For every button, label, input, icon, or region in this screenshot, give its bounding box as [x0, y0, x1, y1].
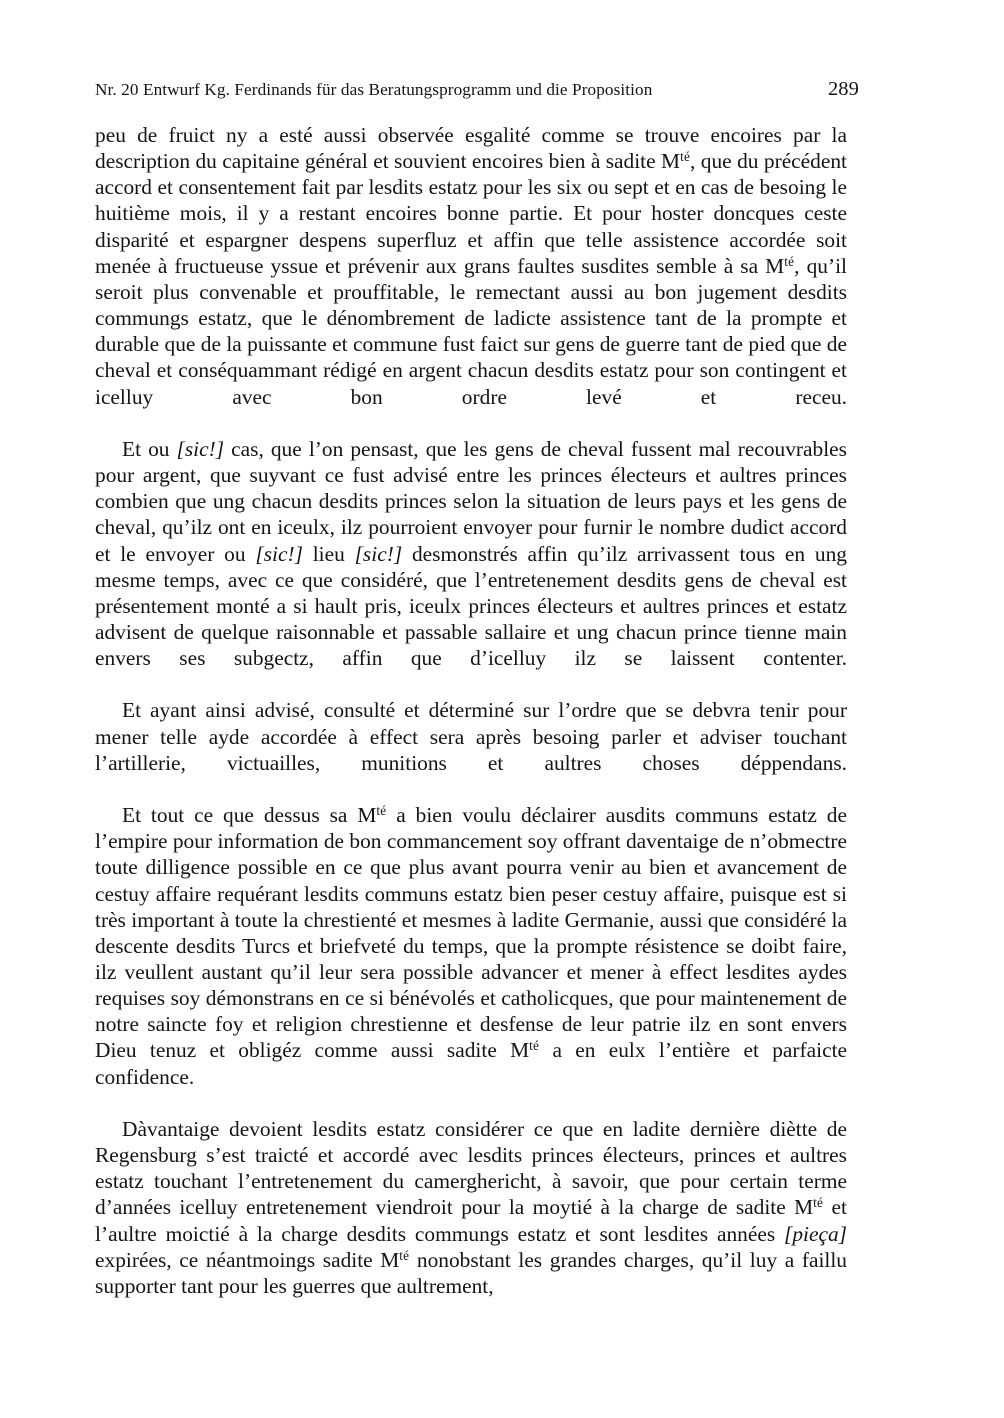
body-text-block — [95, 122, 847, 1299]
superscript-abbreviation: té — [680, 149, 691, 165]
text-run: a en eulx l’entière et parfaicte confidence. — [95, 1038, 848, 1089]
superscript-abbreviation: té — [784, 253, 795, 269]
paragraph — [95, 697, 847, 802]
editorial-note-italic: [sic!] — [354, 541, 403, 566]
text-run: , que du précédent accord et consentement fait par lesdits estatz pour les six ou sept et en cas de besoing le huitième mois, il y a restant encoires bonne partie. Et pour hoster doncques ceste disparité et espargner despens superfluz et affin que telle assistence accordée soit menée à fructueuse yssue et prévenir aux grans faultes susdites semble à sa M — [95, 149, 847, 278]
superscript-abbreviation: té — [813, 1195, 824, 1211]
text-run: expirées, ce néantmoings sadite M — [95, 1247, 400, 1272]
paragraph — [95, 122, 847, 436]
text-run: cas, que l’on pensast, que les gens de cheval fussent mal recouvrables pour argent, que suyvant ce fust advisé entre les princes électeurs et aultres princes combien que ung chacun desdits princes selon la situation de leurs pays et les gens de cheval, qu’ilz ont en iceulx, ilz pourroient envoyer pour furnir le nombre dudict accord et le envoyer ou — [95, 436, 847, 566]
text-run: Et ou — [122, 436, 177, 461]
page-number: 289 — [827, 78, 859, 100]
text-run: a bien voulu déclairer ausdits communs estatz de l’empire pour information de bon commancement soy offrant daventaige de n’obmectre toute dilligence possible en ce que plus avant pourra venir au bien et avancement de cestuy affaire requérant lesdits communs estatz bien peser cestuy affaire, puisque est si très important à toute la chrestienté et mesmes à ladite Germanie, aussi que considéré la descente desdits Turcs et briefveté du temps, que la prompte résistence se doibt faire, ilz veullent austant qu’il leur sera possible advancer et mener à effect lesdites aydes requises soy démonstrans en ce si bénévolés et catholicques, que pour maintenement de notre saincte foy et religion chrestienne et desfense de leur patrie ilz en sont envers Dieu tenuz et obligéz comme aussi sadite M — [95, 803, 847, 1063]
superscript-abbreviation: té — [529, 1038, 540, 1054]
editorial-note-italic: [pieça] — [784, 1221, 847, 1246]
superscript-abbreviation: té — [376, 803, 387, 819]
text-run: Dàvantaige devoient lesdits estatz considérer ce que en ladite dernière diètte de Regensburg s’est traicté et accordé avec lesdits princes électeurs, princes et aultres estatz touchant l’entretenement du camerghericht, à savoir, que pour certain terme d’années icelluy entretenement viendroit pour la moytié à la charge de sadite M — [95, 1116, 847, 1220]
editorial-note-italic: [sic!] — [176, 436, 225, 461]
text-run: desmonstrés affin qu’ilz arrivassent tous en ung mesme temps, avec ce que considéré, que l’entretenement desdits gens de cheval est présentement monté a si hault pris, iceulx princes électeurs et aultres princes et estatz advisent de quelque raisonnable et passable sallaire et ung chacun prince tienne main envers ses subgectz, affin que d’icelluy ilz se laissent contenter. — [95, 541, 847, 671]
text-run: et l’aultre moictié à la charge desdits commungs estatz et sont lesdites années — [95, 1195, 847, 1246]
editorial-note-italic: [sic!] — [255, 541, 303, 566]
text-run: nonobstant les grandes charges, qu’il luy a faillu supporter tant pour les guerres que aultrement, — [95, 1247, 848, 1298]
paragraph — [95, 802, 847, 1116]
paragraph — [95, 436, 847, 698]
text-run: Et tout ce que dessus sa M — [122, 803, 377, 828]
superscript-abbreviation: té — [399, 1247, 410, 1263]
text-run: lieu — [302, 541, 355, 566]
text-run: peu de fruict ny a esté aussi observée esgalité comme se trouve encoires par la description du capitaine général et souvient encoires bien à sadite M — [95, 123, 847, 174]
paragraph — [95, 1116, 847, 1299]
text-run: Et ayant ainsi advisé, consulté et déterminé sur l’ordre que se debvra tenir pour mener telle ayde accordée à effect sera après besoing parler et adviser touchant l’artillerie, victuailles, munitions et aultres choses déppendans. — [95, 698, 847, 775]
running-head-title: Nr. 20 Entwurf Kg. Ferdinands für das Beratungsprogramm und die Proposition — [95, 80, 653, 99]
running-head — [95, 78, 859, 101]
text-run: , qu’il seroit plus convenable et prouffitable, le remectant aussi au bon jugement desdits commungs estatz, que le dénombrement de ladicte assistence tant de la prompte et durable que de la puissante et commune fust faict sur gens de guerre tant de pied que de cheval et conséquammant rédigé en argent chacun desdits estatz pour son contingent et icelluy avec bon ordre levé et receu. — [95, 253, 847, 409]
